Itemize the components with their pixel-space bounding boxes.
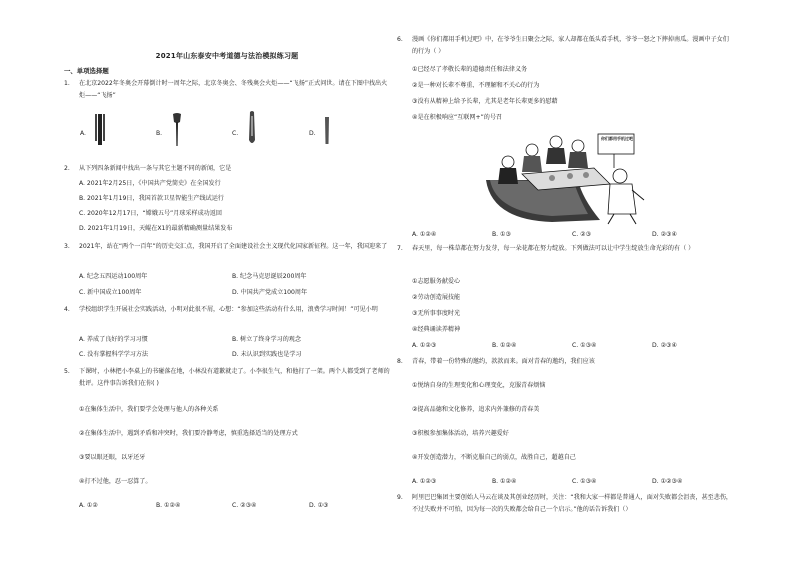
question-text: 在北京2022年冬奥会开幕倒计时一周年之际，北京冬奥会、冬残奥会火炬——“飞扬”正式问世。请在下图中找出火炬——“飞扬” <box>79 80 388 99</box>
statement-2: ②劳动创造展技能 <box>412 294 461 301</box>
question-number: 9. <box>397 494 403 501</box>
torch-a-image <box>93 113 107 147</box>
question-text: 学校组织学生开展社会实践活动，小明对此很不屑，心想：“参加这些活动有什么用，浪费学习时间！”可见小明 <box>79 306 378 313</box>
option-a: A. 养成了良好的学习习惯 <box>79 336 148 343</box>
option-d: D. ①③ <box>309 502 329 509</box>
section-heading: 一、单项选择题 <box>64 67 109 75</box>
option-b: B. 纪念马克思诞辰200周年 <box>232 273 307 280</box>
family-cartoon-image <box>482 128 648 226</box>
page-title: 2021年山东泰安中考道德与法治模拟练习题 <box>155 52 299 60</box>
option-b: B. 树立了终身学习的观念 <box>232 336 301 343</box>
option-c: C. ①③④ <box>572 478 597 485</box>
question-number: 7. <box>397 245 403 252</box>
option-d: D. <box>309 130 316 137</box>
option-c: C. ②③ <box>572 231 592 238</box>
option-c: C. 没有掌握科学学习方法 <box>79 351 149 358</box>
statement-2: ②在集体生活中，遇到矛盾和冲突时，我们要冷静考虑，慎重选择适当的处理方式 <box>79 430 298 437</box>
question-number: 3. <box>64 243 70 250</box>
torch-b-image <box>170 112 184 148</box>
option-c: C. ①③④ <box>572 342 597 349</box>
statement-1: ①已经尽了孝敬长辈的道德责任和法律义务 <box>412 66 528 73</box>
option-c: C. 2020年12月17日，“嫦娥五号”月球采样成功返回 <box>79 210 222 217</box>
option-a: A. <box>80 130 86 137</box>
statement-3: ③积极参加集体活动，培养兴趣爱好 <box>412 430 509 437</box>
statement-2: ②提高品德和文化修养，追求内外兼修的青春美 <box>412 406 540 413</box>
question-number: 2. <box>64 165 70 172</box>
option-b: B. ①③ <box>492 231 511 238</box>
option-c: C. <box>232 130 239 137</box>
cartoon-sign-text: 你们都用手机过吧 <box>601 136 633 141</box>
statement-3: ③要以眼还眼，以牙还牙 <box>79 454 146 461</box>
question-text: 阿里巴巴集团主要创始人马云在谈及其创业经历时，关注：“我和大家一样都是普通人，面对失败都会沮丧，甚至悲伤，不过失败并不可怕，因为每一次的失败都会给自己一个启示。”他的话告诉我们（） <box>412 494 733 513</box>
question-text: 漫画《你们都用手机过吧》中，在爷爷生日聚会之际，家人却都在低头看手机，爷爷一怒之下摔掉南瓜。漫画中子女们的行为（ ） <box>412 36 729 55</box>
torch-c-image <box>246 110 258 148</box>
option-a: A. ①②③ <box>412 342 437 349</box>
option-d: D. 未认识到实践也是学习 <box>232 351 302 358</box>
statement-1: ①悦纳自身的生理变化和心理变化，克服青春烦恼 <box>412 382 546 389</box>
option-a: A. ①②④ <box>412 231 437 238</box>
question-number: 8. <box>397 358 403 365</box>
option-a: A. 纪念五四运动100周年 <box>79 273 148 280</box>
question-text: 下课时，小林把小李桌上的书碰落在地，小林没有道歉就走了。小李很生气，和他打了一架。两个人都受到了老师的批评。这件事告诉我们在你( ) <box>79 368 390 387</box>
option-d: D. ②③④ <box>652 342 677 349</box>
option-a: A. ①② <box>79 502 98 509</box>
option-a: A. 2021年2月25日，《中国共产党简史》在全国发行 <box>79 180 221 187</box>
statement-4: ④打不过他，忍一忍算了。 <box>79 478 152 485</box>
question-text: 春天里，每一株草都在努力发芽，每一朵花都在努力绽放。下列做法可以让中学生绽放生命光彩的有（ ） <box>412 245 695 252</box>
option-b: B. ①②④ <box>492 342 517 349</box>
option-d: D. 中国共产党成立100周年 <box>232 289 308 296</box>
statement-4: ④开发创造潜力，不断克服自己的弱点，战胜自己，超越自己 <box>412 454 576 461</box>
question-text: 从下列四条新闻中找出一条与其它主题不同的新闻，它是 <box>79 165 232 172</box>
option-c: C. ②③④ <box>232 502 257 509</box>
question-number: 1. <box>64 80 70 87</box>
option-b: B. <box>156 130 163 137</box>
option-a: A. ①②③ <box>412 478 437 485</box>
option-d: D. 2021年1月19日，天鲲在X1的最新精确测量结果发布 <box>79 225 233 232</box>
statement-1: ①在集体生活中，我们要学会处理与他人的各种关系 <box>79 406 219 413</box>
statement-4: ④是在积极响应“互联网+”的号召 <box>412 114 503 121</box>
statement-1: ①志愿服务献爱心 <box>412 278 461 285</box>
option-b: B. ①②④ <box>156 502 181 509</box>
statement-2: ②是一种对长辈不尊重、不理解和不关心的行为 <box>412 82 540 89</box>
question-number: 6. <box>397 36 403 43</box>
option-d: D. ②③④ <box>652 231 677 238</box>
question-text: 2021年，站在“两个一百年”的历史交汇点，我国开启了全面建设社会主义现代化国家新征程。这一年，我国迎来了 <box>79 243 388 250</box>
option-b: B. 2021年1月19日，我国首款卫星智能生产线试运行 <box>79 195 224 202</box>
statement-4: ④经典诵读养精神 <box>412 326 461 333</box>
question-number: 5. <box>64 368 70 375</box>
option-b: B. ①②④ <box>492 478 517 485</box>
option-d: D. ①②③④ <box>652 478 683 485</box>
option-c: C. 新中国成立100周年 <box>79 289 142 296</box>
question-text: 青春，带着一份特殊的邀约，款款而来。面对青春的邀约，我们应该 <box>412 358 595 365</box>
statement-3: ③无所事事度时光 <box>412 310 461 317</box>
question-number: 4. <box>64 306 70 313</box>
statement-3: ③没有从精神上给予长辈，尤其是老年长辈更多的慰藉 <box>412 98 558 105</box>
torch-d-image <box>322 116 332 146</box>
